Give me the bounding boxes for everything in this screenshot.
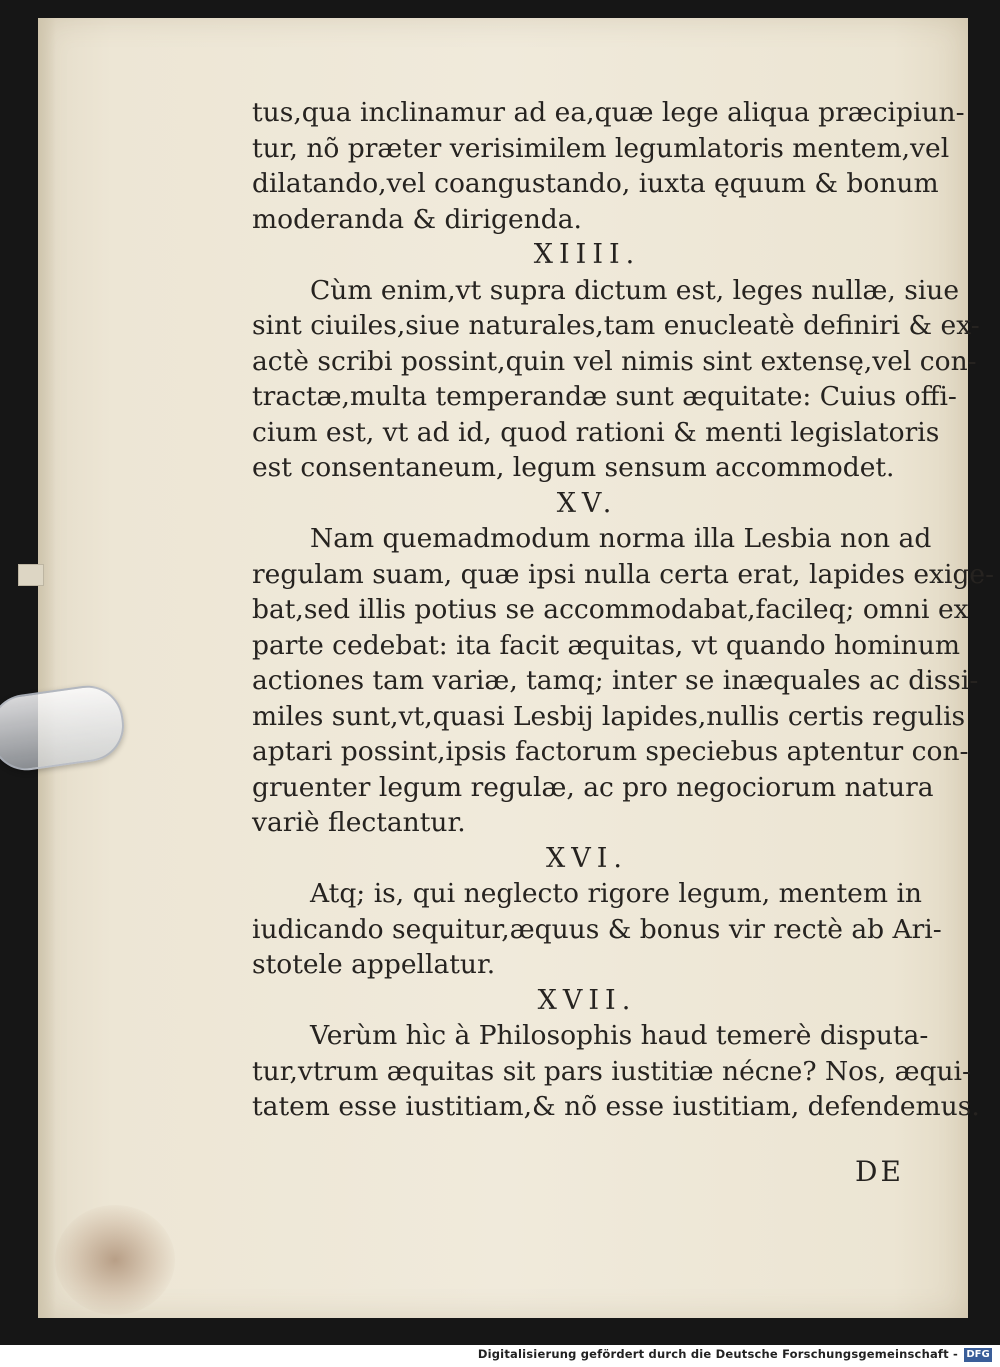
text-line: sint ciuiles,siue naturales,tam enucleatè definiri & ex-	[252, 310, 980, 341]
paragraph-first-line: Verùm hìc à Philosophis haud temerè disputa-	[310, 1020, 929, 1051]
paragraph-first-line: Nam quemadmodum norma illa Lesbia non ad	[310, 523, 932, 554]
section-numeral: XIIII.	[533, 239, 641, 270]
paragraph-first-line: Atq; is, qui neglecto rigore legum, mentem in	[310, 878, 922, 909]
text-line: variè flectantur.	[252, 807, 466, 838]
paragraph-first-line: Cùm enim,vt supra dictum est, leges nullæ, siue	[310, 274, 960, 306]
text-line: bat,sed illis potius se accommodabat,facileq; omni ex	[252, 594, 969, 625]
text-line: dilatando,vel coangustando, iuxta ęquum & bonum	[252, 168, 939, 199]
text-line: tatem esse iustitiam,& nõ esse iustitiam, defendemus.	[252, 1091, 980, 1122]
footer-bar	[0, 1345, 1000, 1367]
section-numeral: XVII.	[537, 984, 637, 1016]
text-line: parte cedebat: ita facit æquitas, vt quando hominum	[252, 629, 960, 661]
page-gutter-shadow	[38, 18, 56, 1318]
text-line: tus,qua inclinamur ad ea,quæ lege aliqua præcipiun-	[252, 97, 965, 128]
text-line: tur,vtrum æquitas sit pars iustitiæ nécne? Nos, æqui-	[252, 1055, 971, 1087]
catchword: DE	[855, 1155, 904, 1188]
footer-credit: Digitalisierung gefördert durch die Deutsche Forschungsgemeinschaft -	[477, 1347, 958, 1361]
page-text-block	[252, 95, 995, 1125]
text-line: miles sunt,vt,quasi Lesbij lapides,nullis certis regulis	[252, 700, 966, 732]
page-tab-marker	[18, 564, 44, 586]
paper-stain	[55, 1205, 175, 1315]
text-line: actè scribi possint,quin vel nimis sint extensę,vel con-	[252, 345, 977, 377]
dfg-logo-icon: DFG	[964, 1348, 992, 1362]
text-line: regulam suam, quæ ipsi nulla certa erat, lapides exige-	[252, 558, 995, 590]
text-line: actiones tam variæ, tamq; inter se inæquales ac dissi-	[252, 665, 979, 696]
text-line: moderanda & dirigenda.	[252, 203, 582, 235]
text-line: est consentaneum, legum sensum accommodet.	[252, 452, 895, 483]
text-line: gruenter legum regulæ, ac pro negociorum natura	[252, 771, 934, 803]
text-line: tur, nõ præter verisimilem legumlatoris mentem,vel	[252, 132, 950, 164]
text-line: aptari possint,ipsis factorum speciebus aptentur con-	[252, 736, 969, 767]
text-line: stotele appellatur.	[252, 949, 496, 980]
text-line: tractæ,multa temperandæ sunt æquitate: Cuius offi-	[252, 381, 957, 412]
text-line: cium est, vt ad id, quod rationi & menti legislatoris	[252, 416, 940, 448]
section-numeral: XVI.	[546, 842, 628, 874]
text-line: iudicando sequitur,æquus & bonus vir rectè ab Ari-	[252, 913, 942, 945]
section-numeral: XV.	[556, 487, 618, 519]
